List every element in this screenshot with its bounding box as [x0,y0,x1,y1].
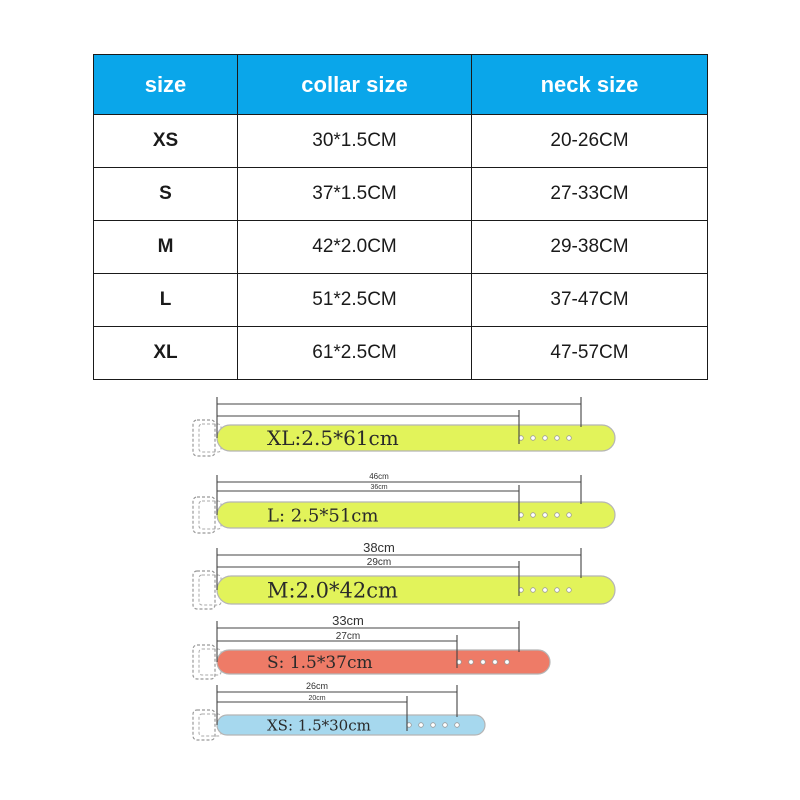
belt-hole-icon [531,436,536,441]
header-size: size [94,55,238,115]
collar-label: XL:2.5*61cm [267,426,399,451]
belt-hole-icon [531,588,536,593]
belt-hole-icon [567,436,572,441]
buckle-icon [193,645,215,679]
belt-hole-icon [469,660,474,665]
belt-hole-icon [555,513,560,518]
header-neck-size: neck size [472,55,708,115]
dimension-outer-label: 38cm [363,540,395,555]
collar-1 [193,472,615,533]
collar-label: S: 1.5*37cm [267,653,373,674]
belt-hole-icon [443,723,448,728]
collar-size-cell: 51*2.5CM [238,274,472,327]
belt-hole-icon [481,660,486,665]
dimension-inner-label: 29cm [366,557,392,568]
table-header-row [94,55,708,115]
belt-hole-icon [567,513,572,518]
collar-4 [193,681,485,740]
size-cell: L [94,274,238,327]
collar-size-cell: 61*2.5CM [238,327,472,380]
size-table [93,54,708,380]
table-row [94,221,708,274]
belt-hole-icon [543,436,548,441]
dimension-outer-label: 26cm [305,681,329,691]
belt-hole-icon [567,588,572,593]
size-cell: XS [94,115,238,168]
collar-2 [193,540,615,609]
collar-size-diagram [185,392,625,752]
neck-size-cell: 29-38CM [472,221,708,274]
belt-hole-icon [531,513,536,518]
dimension-inner-label: 20cm [308,695,326,702]
table-row [94,168,708,221]
neck-size-cell: 20-26CM [472,115,708,168]
neck-size-cell: 27-33CM [472,168,708,221]
neck-size-cell: 37-47CM [472,274,708,327]
belt-hole-icon [493,660,498,665]
dimension-outer-label: 33cm [332,613,364,628]
belt-hole-icon [555,436,560,441]
collar-size-cell: 30*1.5CM [238,115,472,168]
belt-hole-icon [431,723,436,728]
header-collar-size: collar size [238,55,472,115]
buckle-icon [193,571,215,609]
collar-size-cell: 42*2.0CM [238,221,472,274]
collar-3 [193,613,550,679]
table-row [94,274,708,327]
size-cell: XL [94,327,238,380]
belt-hole-icon [505,660,510,665]
table-row [94,115,708,168]
size-cell: M [94,221,238,274]
collar-label: M:2.0*42cm [267,578,398,603]
table-row [94,327,708,380]
dimension-inner-label: 27cm [335,631,361,642]
collar-label: XS: 1.5*30cm [267,716,371,735]
collar-0 [193,397,615,456]
belt-hole-icon [543,588,548,593]
collar-label: L: 2.5*51cm [267,505,379,527]
belt-hole-icon [455,723,460,728]
collar-size-cell: 37*1.5CM [238,168,472,221]
size-cell: S [94,168,238,221]
belt-hole-icon [555,588,560,593]
belt-hole-icon [543,513,548,518]
belt-hole-icon [419,723,424,728]
buckle-icon [193,420,215,456]
dimension-inner-label: 36cm [370,484,388,491]
neck-size-cell: 47-57CM [472,327,708,380]
dimension-outer-label: 46cm [369,472,389,481]
buckle-icon [193,497,215,533]
